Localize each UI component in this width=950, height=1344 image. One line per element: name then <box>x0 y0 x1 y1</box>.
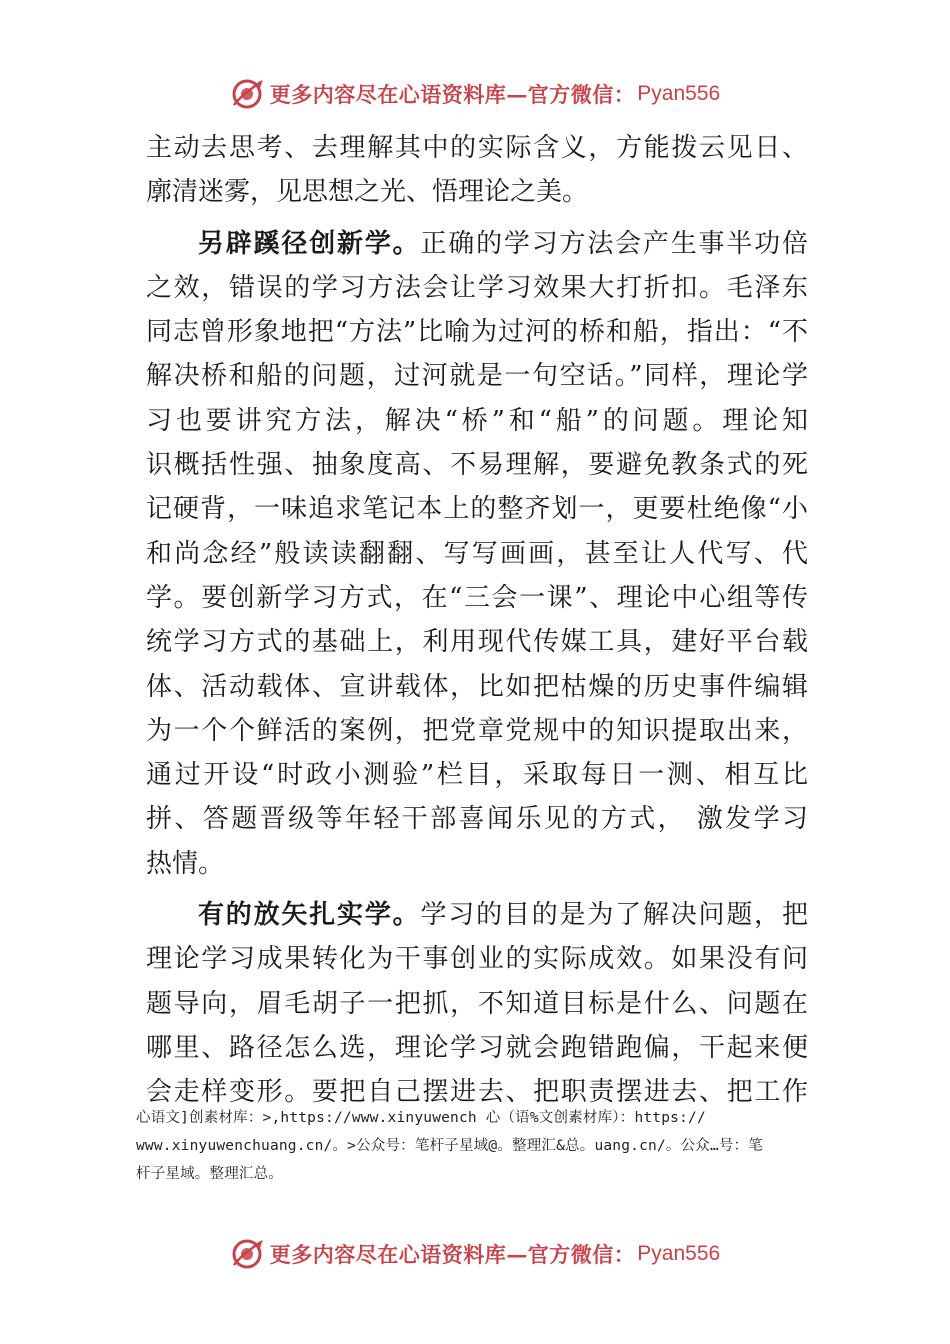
footnote <box>136 1104 836 1188</box>
banner-text: 更多内容尽在心语资料库—官方微信： <box>269 82 636 107</box>
paragraph-lead: 有的放矢扎实学。 <box>198 900 421 931</box>
banner-handle: Pyan556 <box>637 82 721 105</box>
paragraph-3 <box>146 893 808 1114</box>
text-line: 会走样变形。要把自己摆进去、把职责摆进去、把工作 <box>146 1077 808 1108</box>
text-line <box>146 222 808 266</box>
paragraph-1 <box>146 126 808 215</box>
text-line: 通过开设“时政小测验”栏目，采取每日一测、相互比 <box>146 760 808 791</box>
text-line: 习也要讲究方法，解决“桥”和“船”的问题。理论知 <box>146 405 808 436</box>
text-line: 统学习方式的基础上，利用现代传媒工具，建好平台载 <box>146 627 808 658</box>
paragraph-2 <box>146 222 808 886</box>
footer-banner <box>0 1232 950 1276</box>
text-line <box>146 893 808 937</box>
footnote-line: 杆子星域。整理汇总。 <box>136 1166 283 1182</box>
text-line: 理论学习成果转化为干事创业的实际成效。如果没有问 <box>146 944 808 975</box>
footnote-line: www.xinyuwenchuang.cn/。>公众号：笔杆子星域@。整理汇&总。uang.cn/。公众…号：笔 <box>136 1138 764 1154</box>
text-line: 之效，错误的学习方法会让学习效果大打折扣。毛泽东 <box>146 272 808 303</box>
banner-handle: Pyan556 <box>637 1242 721 1265</box>
text-line: 拼、答题晋级等年轻干部喜闻乐见的方式， 激发学习 <box>146 804 808 835</box>
feather-logo-icon <box>230 1237 264 1271</box>
text-segment: 正确的学习方法会产生事半功倍 <box>420 228 808 259</box>
document-body <box>146 126 808 1115</box>
paragraph-lead: 另辟蹊径创新学。 <box>198 228 421 259</box>
text-line: 解决桥和船的问题，过河就是一句空话。”同样，理论学 <box>146 361 808 392</box>
banner-text: 更多内容尽在心语资料库—官方微信： <box>269 1242 636 1267</box>
text-line: 记硬背，一味追求笔记本上的整齐划一，更要杜绝像“小 <box>146 494 808 525</box>
text-line: 和尚念经”般读读翻翻、写写画画，甚至让人代写、代 <box>146 538 808 569</box>
text-line: 体、活动载体、宣讲载体，比如把枯燥的历史事件编辑 <box>146 671 808 702</box>
text-line: 识概括性强、抽象度高、不易理解，要避免教条式的死 <box>146 450 808 481</box>
text-line: 廓清迷雾，见思想之光、悟理论之美。 <box>146 177 589 208</box>
header-banner <box>0 72 950 116</box>
text-segment: 学习的目的是为了解决问题，把 <box>420 900 808 931</box>
text-line: 学。要创新学习方式，在“三会一课”、理论中心组等传 <box>146 582 808 613</box>
text-line: 为一个个鲜活的案例，把党章党规中的知识提取出来， <box>146 715 808 746</box>
footnote-line: 心语文]创素材库：>,https://www.xinyuwench 心（语%文创素材库）：https:// <box>136 1110 706 1126</box>
text-line: 热情。 <box>146 848 225 879</box>
feather-logo-icon <box>230 77 264 111</box>
text-line: 主动去思考、去理解其中的实际含义，方能拨云见日、 <box>146 133 808 163</box>
text-line: 同志曾形象地把“方法”比喻为过河的桥和船，指出：“不 <box>146 317 808 348</box>
text-line: 哪里、路径怎么选，理论学习就会跑错跑偏，干起来便 <box>146 1032 808 1063</box>
text-line: 题导向，眉毛胡子一把抓，不知道目标是什么、问题在 <box>146 988 808 1019</box>
